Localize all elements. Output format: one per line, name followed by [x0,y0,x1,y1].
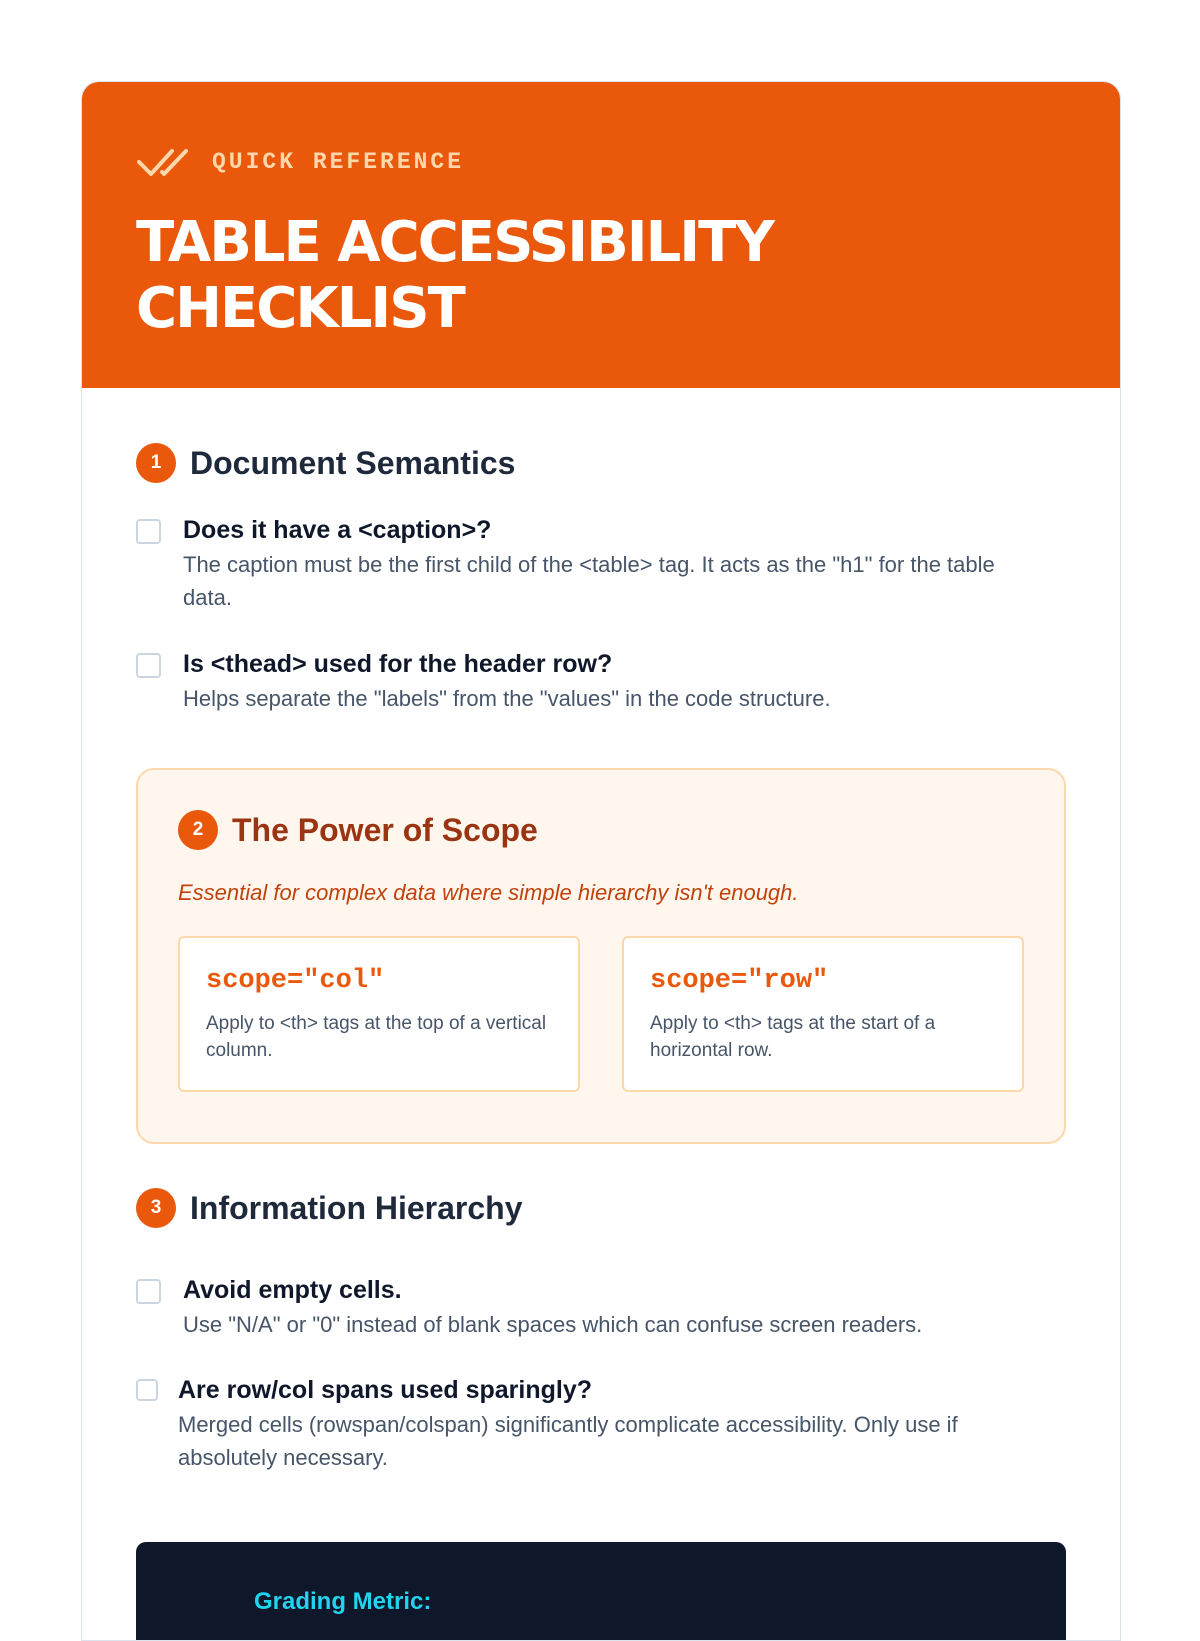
title-line-1: TABLE ACCESSIBILITY [136,210,773,275]
item-description: Helps separate the "labels" from the "values" in the code structure. [183,686,831,711]
eyebrow [136,144,1066,180]
item-text [178,1374,1046,1474]
section-title: The Power of Scope [232,811,538,848]
item-description: Merged cells (rowspan/colspan) significantly complicate accessibility. Only use if absolutely necessary. [178,1412,958,1470]
grading-metric-panel [136,1542,1066,1641]
scope-card-row [622,936,1024,1092]
item-question: Avoid empty cells. [183,1276,402,1304]
item-text [183,514,1036,614]
item-question: Does it have a <caption>? [183,516,492,544]
checklist-item-empty-cells [136,1274,1036,1341]
section-information-hierarchy [136,1188,523,1228]
page-title [136,210,1066,342]
item-checkbox[interactable] [136,1279,161,1304]
grading-title: Grading Metric: [254,1588,432,1615]
item-question: Is <thead> used for the header row? [183,650,613,678]
section-power-of-scope [178,810,1024,850]
section-document-semantics [136,443,515,483]
section-number-badge: 1 [136,443,176,483]
section-number-badge: 3 [136,1188,176,1228]
scope-code: scope="col" [206,966,385,996]
scope-description: Apply to <th> tags at the top of a vertical column. [206,1013,547,1061]
item-text [183,648,831,715]
section-title: Document Semantics [190,444,516,481]
scope-cards [178,936,1024,1092]
scope-card-col [178,936,580,1092]
eyebrow-text: QUICK REFERENCE [212,149,465,175]
item-checkbox[interactable] [136,1379,158,1401]
scope-code: scope="row" [650,966,829,996]
checklist-item-spans [136,1374,1046,1474]
checklist-item-thead [136,648,1036,715]
item-text [183,1274,922,1341]
item-description: The caption must be the first child of the <table> tag. It acts as the "h1" for the table data. [183,552,995,610]
item-checkbox[interactable] [136,653,161,678]
double-check-icon [136,145,192,179]
checklist-item-caption [136,514,1036,614]
scope-callout [136,768,1066,1144]
scope-intro: Essential for complex data where simple hierarchy isn't enough. [178,880,799,905]
item-description: Use "N/A" or "0" instead of blank spaces which can confuse screen readers. [183,1312,923,1337]
section-number-badge: 2 [178,810,218,850]
checklist-card [81,81,1121,1641]
scope-description: Apply to <th> tags at the start of a horizontal row. [650,1013,936,1061]
item-checkbox[interactable] [136,519,161,544]
section-title: Information Hierarchy [190,1189,523,1226]
hero-header [82,82,1120,388]
checklist-body [82,388,1120,1641]
item-question: Are row/col spans used sparingly? [178,1376,593,1404]
title-line-2: CHECKLIST [136,276,464,341]
